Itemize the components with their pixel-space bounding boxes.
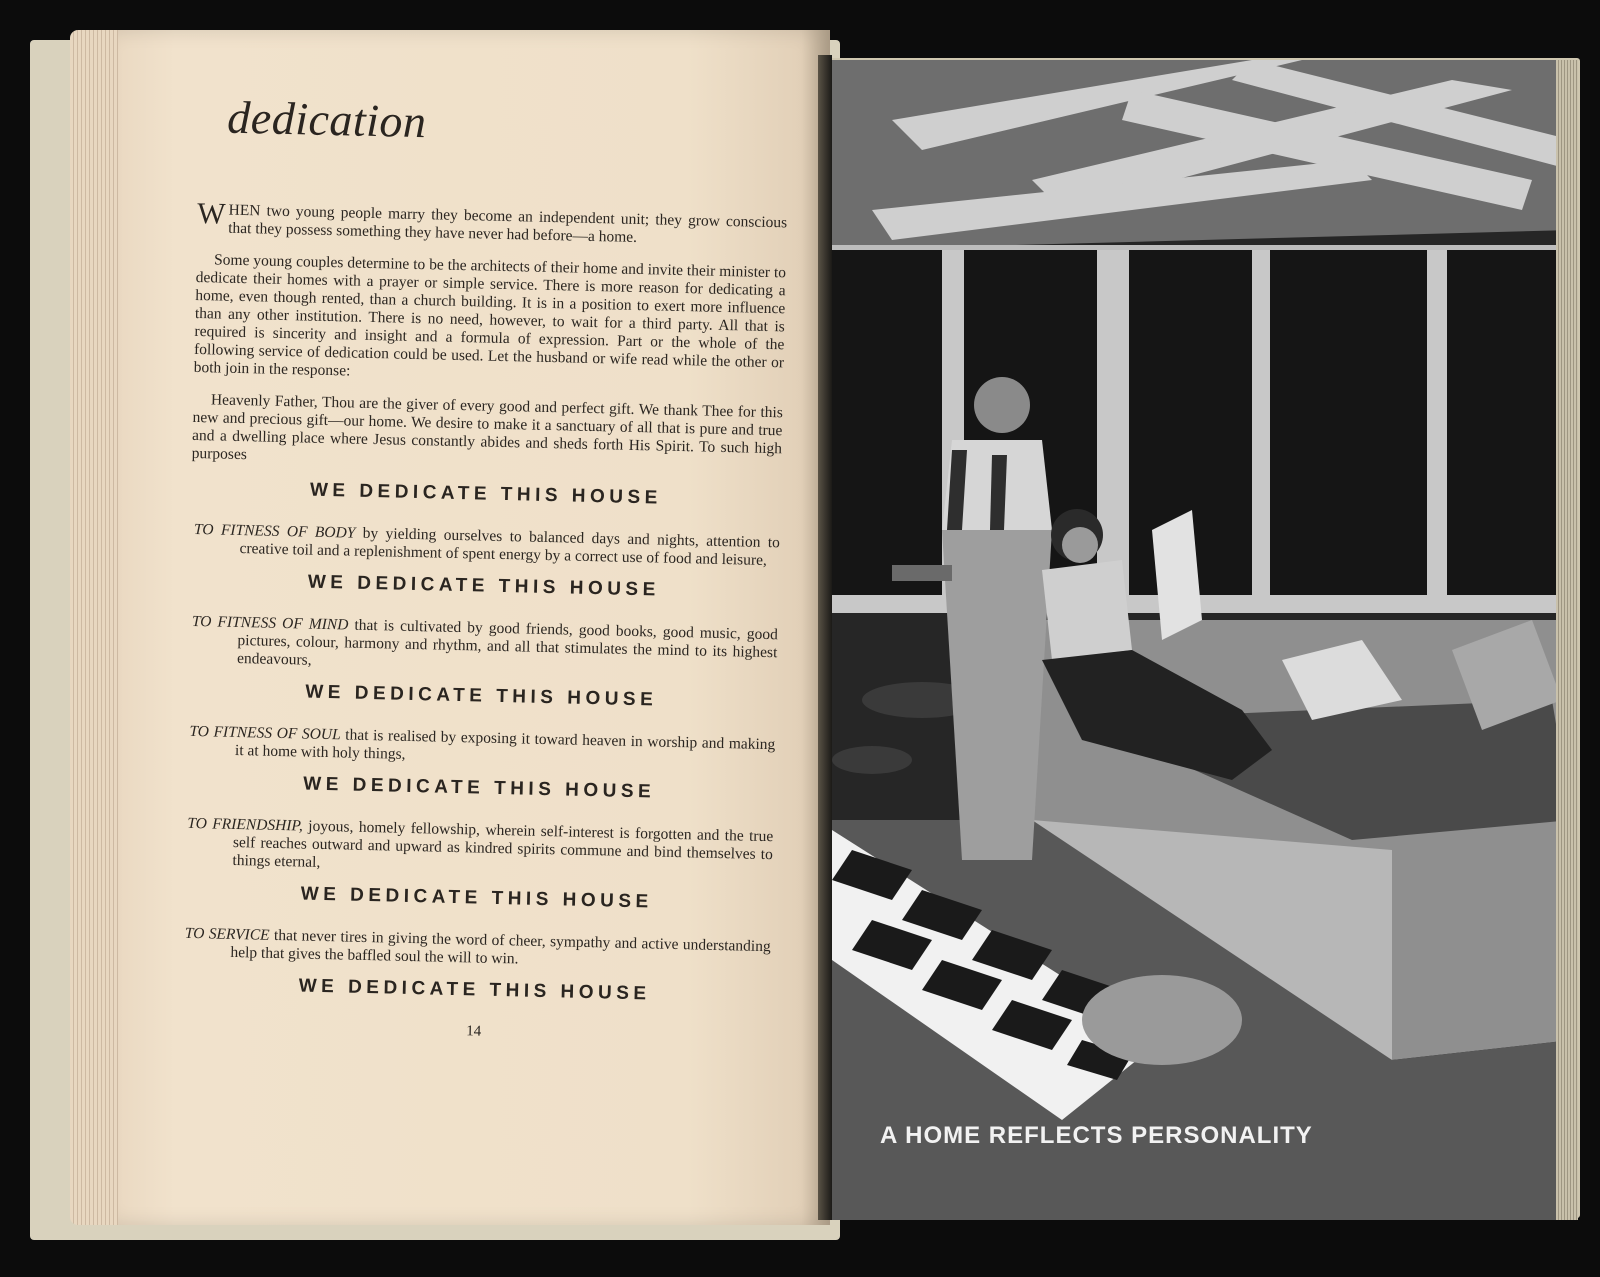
intro-paragraph-1: WHEN two young people marry they become an independent unit; they grow conscious that they possess something they have never had before—a home. bbox=[196, 196, 788, 246]
dedication-item-body: TO FITNESS OF BODY by yielding ourselves to balanced days and nights, attention to creative toil and a replenishment of spent energy by a correct use of food and leisure, bbox=[193, 520, 781, 569]
refrain-heading: WE DEDICATE THIS HOUSE bbox=[298, 975, 651, 1005]
refrain-heading: WE DEDICATE THIS HOUSE bbox=[303, 773, 656, 803]
book-gutter bbox=[818, 55, 832, 1220]
living-room-photo bbox=[832, 60, 1572, 1220]
dedication-item-friendship: TO FRIENDSHIP, joyous, homely fellowship, wherein self-interest is forgotten and the true self reaches outward and upward as kindred spirits commune and bind themselves to things eternal, bbox=[187, 814, 774, 871]
photo-caption: A HOME REFLECTS PERSONALITY bbox=[880, 1122, 1313, 1149]
dedication-item-service: TO SERVICE that never tires in giving the word of cheer, sympathy and active understanding help that gives the baffled soul the will to win. bbox=[184, 924, 771, 968]
right-page-photo-plate bbox=[832, 60, 1572, 1220]
dedication-item-soul: TO FITNESS OF SOUL that is realised by exposing it toward heaven in worship and making it at home with holy things, bbox=[189, 722, 776, 763]
page-number: 14 bbox=[466, 1023, 482, 1040]
dedication-text-block bbox=[179, 90, 790, 1047]
refrain-heading: WE DEDICATE THIS HOUSE bbox=[305, 681, 658, 711]
dedication-item-mind: TO FITNESS OF MIND that is cultivated by good friends, good books, good music, good pictures, colour, harmony and rhythm, and all that stimulates the mind to its highest endeavours, bbox=[191, 612, 778, 669]
refrain-heading: WE DEDICATE THIS HOUSE bbox=[300, 883, 653, 913]
refrain-heading: WE DEDICATE THIS HOUSE bbox=[307, 571, 661, 601]
prayer-paragraph: Heavenly Father, Thou are the giver of every good and perfect gift. We thank Thee for this new and precious gift—our home. We desire to make it a sanctuary of all that is pure and true and a dwelling place where Jesus constantly abides and sheds forth His Spirit. To such high purposes bbox=[191, 391, 784, 464]
page-title: dedication bbox=[226, 91, 428, 148]
refrain-heading: WE DEDICATE THIS HOUSE bbox=[309, 479, 663, 509]
intro-paragraph-2: Some young couples determine to be the architects of their home and invite their minister to dedicate their homes with a prayer or simple service. There is more reason for dedicating a home, even though rented, than a church building. It is in a position to exert more influence than any other institution. There is no need, however, to wait for a third party. All that is required is sincerity and insight and a formula of expression. Part or the whole of the following service of dedication could be used. Let the husband or wife read while the other or both join in the response: bbox=[193, 251, 787, 380]
right-page-edge bbox=[1556, 60, 1578, 1220]
